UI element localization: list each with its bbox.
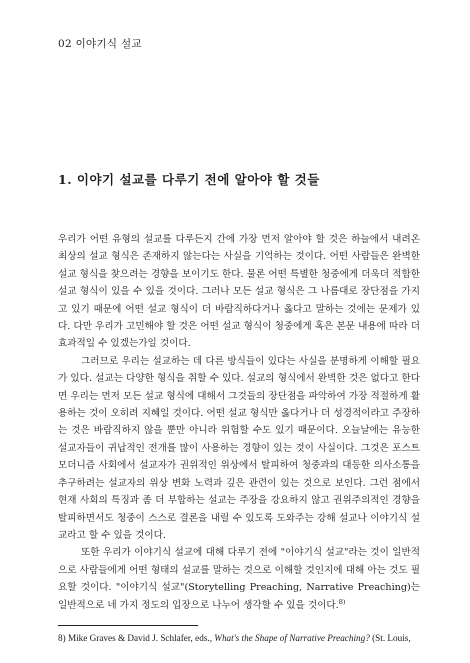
footnote-divider — [58, 625, 198, 626]
footnote-number: 8) — [58, 633, 66, 643]
footnote-title: What's the Shape of Narrative Preaching? — [214, 633, 370, 643]
paragraph-1: 우리가 어떤 유형의 설교를 다루든지 간에 가장 먼저 알아야 할 것은 하늘에서 내려온 최상의 설교 형식은 존재하지 않는다는 사실을 기억하는 것이다. 어떤 사람들은 완벽한 설교 형식을 찾으려는 경향을 보이기도 한다. 물론 어떤 특별한 청중에게 더욱더 적합한 설교 형식이 있을 수 있을 것이다. 그러나 모든 설교 형식은 그 나름대로 장단점을 가지고 있기 때문에 어떤 설교 형식이 더 바람직하다거나 옳다고 말하는 것에는 문제가 있다. 다만 우리가 고민해야 할 것은 어떤 설교 형식이 청중에게 혹은 본문 내용에 따라 더 효과적일 수 있겠는가일 것이다. — [58, 234, 420, 350]
footnote — [58, 631, 420, 645]
footnote-tail: (St. Louis, — [372, 633, 411, 643]
footnote-reference[interactable]: 8) — [338, 597, 346, 606]
section-heading: 1. 이야기 설교를 다루기 전에 알아야 할 것들 — [58, 172, 320, 187]
footnote-authors: Mike Graves & David J. Schlafer, eds., — [67, 633, 212, 643]
running-header: 02 이야기식 설교 — [58, 38, 142, 50]
paragraph-3-text: 또한 우리가 이야기식 설교에 대해 다루기 전에 "이야기식 설교"라는 것이 일반적으로 사람들에게 어떤 형태의 설교를 말하는 것으로 이해할 것인지에 대해 아는 것도 필요할 것이다. "이야기식 설교"(Storytelling Preaching, Narrative Preaching)는 일반적으로 네 가지 정도의 입장으로 나누어 생각할 수 있을 것이다. — [58, 547, 420, 611]
body-text — [58, 231, 420, 614]
paragraph-3 — [58, 544, 420, 614]
paragraph-2: 그러므로 우리는 설교하는 데 다른 방식들이 있다는 사실을 분명하게 이해할 필요가 있다. 설교는 다양한 형식을 취할 수 있다. 설교의 형식에서 완벽한 것은 없다고 한다면 우리는 먼저 모든 설교 형식에 대해서 그것들의 장단점을 파악하여 가장 적절하게 활용하는 것이 오히려 지혜일 것이다. 어떤 설교 형식만 옳다거나 더 성경적이라고 주장하는 것은 바람직하지 않을 뿐만 아니라 위험할 수도 있기 때문이다. 오늘날에는 유능한 설교자들이 귀납적인 전개를 많이 사용하는 경향이 있는 것이 사실이다. 그것은 포스트모더니즘 사회에서 설교자가 권위적인 위상에서 탈피하여 청중과의 대등한 의사소통을 추구하려는 설교자의 위상 변화 노력과 깊은 관련이 있는 것으로 보인다. 그런 점에서 현재 사회의 특징과 좀 더 부합하는 설교는 주장을 강요하지 않고 권위주의적인 경향을 탈피하면서도 청중이 스스로 결론을 내릴 수 있도록 도와주는 강해 설교나 이야기식 설교라고 할 수 있을 것이다. — [58, 355, 420, 541]
